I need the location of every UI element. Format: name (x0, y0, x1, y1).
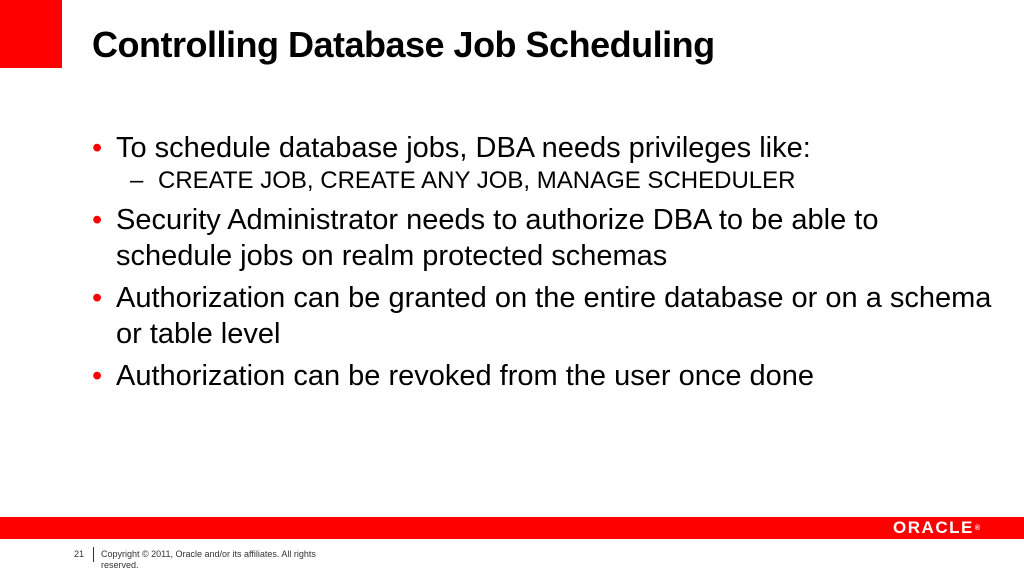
copyright-notice: Copyright © 2011, Oracle and/or its affiliates. All rights reserved. (101, 549, 316, 570)
page-number: 21 (74, 549, 85, 559)
bullet-list (92, 130, 1002, 400)
bullet-text: Authorization can be revoked from the user once done (116, 360, 815, 392)
bullet-item (92, 358, 1002, 394)
bullet-dot-icon: • (92, 132, 103, 164)
oracle-logo (893, 518, 980, 538)
slide-title: Controlling Database Job Scheduling (92, 24, 715, 65)
bullet-text: Security Administrator needs to authorize DBA to be able to schedule jobs on realm protected schemas (116, 204, 879, 272)
sub-bullet-item (92, 166, 1002, 196)
bullet-item (92, 202, 1002, 274)
footer-divider (93, 547, 94, 562)
bullet-item (92, 280, 1002, 352)
footer-bar (0, 517, 1024, 539)
sub-bullet-list (92, 166, 1002, 196)
oracle-logo-text: ORACLE (893, 518, 974, 537)
registered-mark-icon: ® (974, 525, 980, 532)
bullet-item (92, 130, 1002, 196)
bullet-dot-icon: • (92, 204, 103, 236)
corner-accent-block (0, 0, 62, 68)
sub-bullet-dash-icon: – (130, 167, 144, 194)
bullet-dot-icon: • (92, 282, 103, 314)
bullet-dot-icon: • (92, 360, 103, 392)
bullet-text: To schedule database jobs, DBA needs privileges like: (116, 132, 811, 164)
bullet-text: Authorization can be granted on the entire database or on a schema or table level (116, 282, 992, 350)
sub-bullet-text: CREATE JOB, CREATE ANY JOB, MANAGE SCHEDULER (158, 167, 796, 194)
